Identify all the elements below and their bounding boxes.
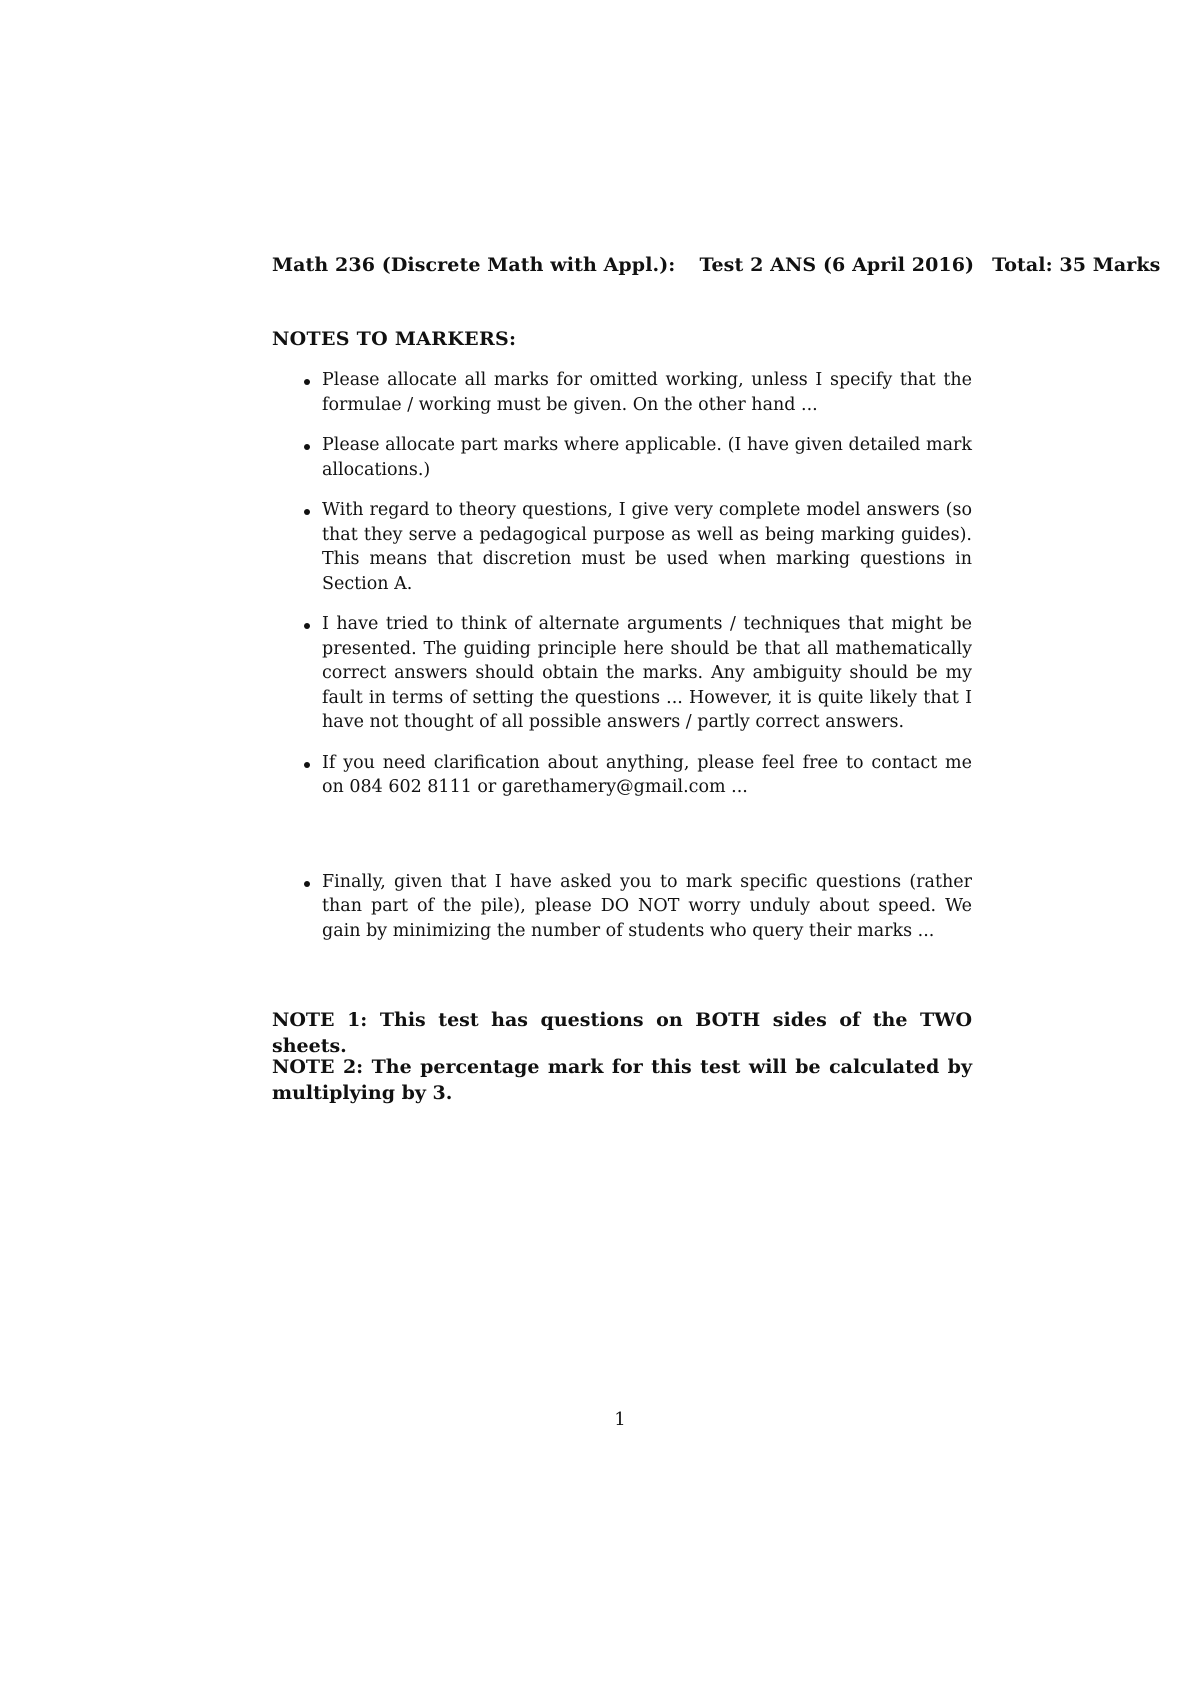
test-header bbox=[272, 254, 1161, 276]
bullet-text: Please allocate part marks where applicable. (I have given detailed mark allocations.) bbox=[322, 435, 972, 480]
list-item bbox=[272, 368, 972, 417]
bullet-text: If you need clarification about anything, please feel free to contact me on 084 602 8111 or garethamery@gmail.com ... bbox=[322, 752, 972, 797]
bullet-icon bbox=[304, 762, 310, 768]
note-1: NOTE 1: This test has questions on BOTH sides of the TWO sheets. bbox=[272, 1009, 972, 1057]
list-item bbox=[272, 612, 972, 735]
test-title: Test 2 ANS (6 April 2016) bbox=[699, 254, 975, 276]
bullet-text: With regard to theory questions, I give very complete model answers (so that they serve a pedagogical purpose as well as being marking guides). This means that discretion must be used when marking questions in Section A. bbox=[322, 500, 972, 594]
bullet-text: I have tried to think of alternate arguments / techniques that might be presented. The guiding principle here should be that all mathematically correct answers should obtain the marks. Any ambiguity should be my fault in terms of setting the questions ... However, it is quite likely that I have not thought of all possible answers / partly correct answers. bbox=[322, 614, 972, 732]
bullet-icon bbox=[304, 509, 310, 515]
bullet-icon bbox=[304, 379, 310, 385]
markers-notes-list bbox=[272, 368, 972, 959]
list-item bbox=[272, 870, 972, 944]
total-marks: Total: 35 Marks bbox=[992, 254, 1161, 276]
bullet-text: Finally, given that I have asked you to mark specific questions (rather than part of the pile), please DO NOT worry unduly about speed. We gain by minimizing the number of students who query their marks ... bbox=[322, 871, 972, 941]
notes-heading: NOTES TO MARKERS: bbox=[272, 328, 517, 350]
note-2: NOTE 2: The percentage mark for this test will be calculated by multiplying by 3. bbox=[272, 1056, 972, 1104]
page-number: 1 bbox=[614, 1409, 626, 1430]
list-item bbox=[272, 751, 972, 800]
bullet-text: Please allocate all marks for omitted working, unless I specify that the formulae / working must be given. On the other hand ... bbox=[322, 370, 972, 415]
bullet-icon bbox=[304, 623, 310, 629]
bullet-icon bbox=[304, 881, 310, 887]
course-title: Math 236 (Discrete Math with Appl.): bbox=[272, 254, 676, 276]
list-item bbox=[272, 433, 972, 482]
bullet-icon bbox=[304, 444, 310, 450]
list-item bbox=[272, 498, 972, 596]
